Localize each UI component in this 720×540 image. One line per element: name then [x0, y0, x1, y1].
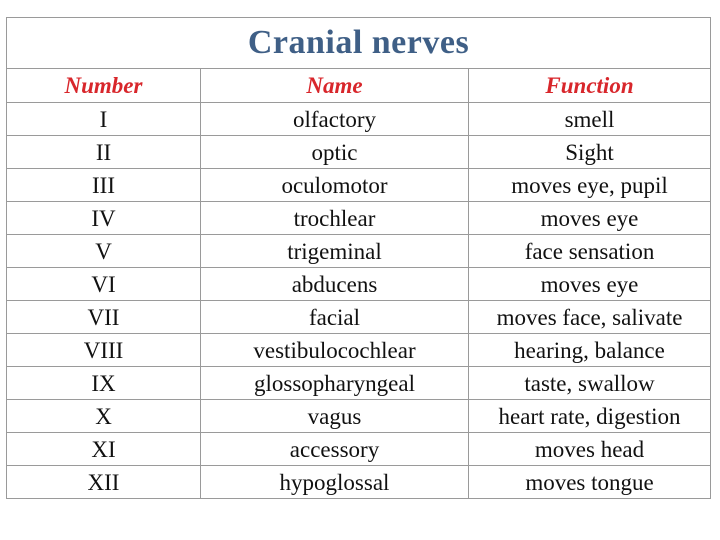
nerve-name: olfactory: [201, 103, 469, 136]
nerve-function: hearing, balance: [469, 334, 711, 367]
column-header-function: Function: [469, 69, 711, 103]
nerve-function: Sight: [469, 136, 711, 169]
nerve-number: VII: [7, 301, 201, 334]
nerve-name: glossopharyngeal: [201, 367, 469, 400]
nerve-function: moves tongue: [469, 466, 711, 499]
table-title: Cranial nerves: [7, 18, 711, 69]
nerve-number: VI: [7, 268, 201, 301]
nerve-function: heart rate, digestion: [469, 400, 711, 433]
nerve-function: smell: [469, 103, 711, 136]
nerve-number: II: [7, 136, 201, 169]
table-row: [7, 334, 711, 367]
table-row: [7, 103, 711, 136]
table-row: [7, 301, 711, 334]
title-row: [7, 18, 711, 69]
nerve-name: facial: [201, 301, 469, 334]
table-row: [7, 433, 711, 466]
nerve-number: X: [7, 400, 201, 433]
nerve-name: oculomotor: [201, 169, 469, 202]
nerve-function: moves eye: [469, 202, 711, 235]
nerve-number: III: [7, 169, 201, 202]
nerve-number: XI: [7, 433, 201, 466]
nerve-number: IV: [7, 202, 201, 235]
nerve-function: moves eye: [469, 268, 711, 301]
table-row: [7, 136, 711, 169]
cranial-nerves-table: [6, 17, 711, 499]
nerve-number: IX: [7, 367, 201, 400]
table-row: [7, 169, 711, 202]
table-row: [7, 268, 711, 301]
column-header-number: Number: [7, 69, 201, 103]
nerve-number: XII: [7, 466, 201, 499]
nerve-name: accessory: [201, 433, 469, 466]
nerve-number: I: [7, 103, 201, 136]
nerve-function: face sensation: [469, 235, 711, 268]
table-row: [7, 235, 711, 268]
header-row: [7, 69, 711, 103]
nerve-function: moves face, salivate: [469, 301, 711, 334]
nerve-name: trochlear: [201, 202, 469, 235]
table-row: [7, 367, 711, 400]
nerve-function: moves head: [469, 433, 711, 466]
nerve-name: vagus: [201, 400, 469, 433]
table-row: [7, 466, 711, 499]
nerve-number: V: [7, 235, 201, 268]
nerve-function: taste, swallow: [469, 367, 711, 400]
nerve-name: optic: [201, 136, 469, 169]
table-row: [7, 202, 711, 235]
nerve-name: hypoglossal: [201, 466, 469, 499]
nerve-function: moves eye, pupil: [469, 169, 711, 202]
column-header-name: Name: [201, 69, 469, 103]
nerve-number: VIII: [7, 334, 201, 367]
nerve-name: trigeminal: [201, 235, 469, 268]
nerve-name: abducens: [201, 268, 469, 301]
table-row: [7, 400, 711, 433]
nerve-name: vestibulocochlear: [201, 334, 469, 367]
